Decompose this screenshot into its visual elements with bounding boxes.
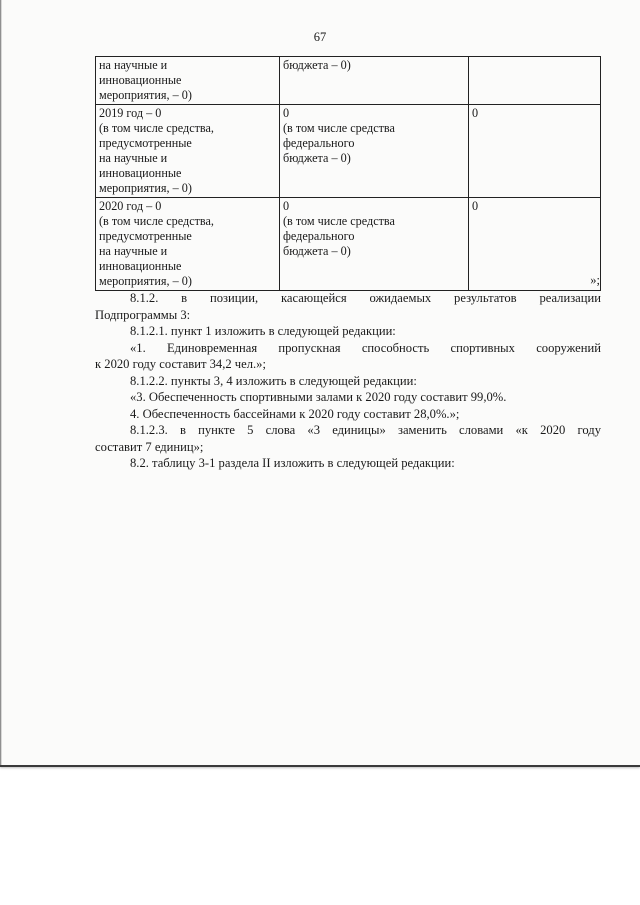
- quote-item-1-line1: «1. Единовременная пропускная способность спортивных сооружений: [130, 340, 601, 355]
- quote-item-3: «3. Обеспеченность спортивными залами к 2020 году составит 99,0%.: [130, 390, 507, 404]
- cell-line: предусмотренные: [99, 136, 192, 150]
- table-row: [96, 105, 601, 198]
- table-closing-quote: »;: [590, 273, 600, 287]
- page-number: 67: [313, 30, 327, 44]
- paragraph-8-1-2-3-line1: 8.1.2.3. в пункте 5 слова «3 единицы» заменить словами «к 2020 году: [130, 423, 601, 437]
- cell-line: бюджета – 0): [283, 151, 351, 165]
- cell-line: (в том числе средства,: [99, 214, 214, 228]
- table-cell: [469, 105, 601, 198]
- table-cell: [280, 57, 469, 105]
- table-cell: [280, 105, 469, 198]
- cell-line: (в том числе средства: [283, 121, 395, 135]
- cell-line: мероприятия, – 0): [99, 274, 192, 288]
- cell-line: федерального: [283, 136, 355, 150]
- table-row: [96, 57, 601, 105]
- table-row: [96, 198, 601, 291]
- paragraph-8-1-2-line2: Подпрограммы 3:: [95, 307, 191, 322]
- paragraph-8-1-2-2: 8.1.2.2. пункты 3, 4 изложить в следующей редакции:: [130, 373, 417, 388]
- cell-line: 0: [283, 106, 290, 120]
- scan-edge-shadow: [0, 0, 2, 765]
- cell-line: 0: [472, 106, 479, 120]
- cell-line: инновационные: [99, 73, 182, 87]
- cell-line: инновационные: [99, 259, 182, 273]
- paragraph-8-1-2-1: 8.1.2.1. пункт 1 изложить в следующей редакции:: [130, 324, 396, 338]
- table-cell: [96, 198, 280, 291]
- cell-line: мероприятия, – 0): [99, 181, 192, 195]
- cell-line: 0: [283, 199, 290, 213]
- cell-line: мероприятия, – 0): [99, 88, 192, 102]
- table-cell: [469, 198, 601, 291]
- table-cell: [469, 57, 601, 105]
- cell-line: 0: [472, 199, 479, 213]
- cell-line: инновационные: [99, 166, 182, 180]
- cell-line: на научные и: [99, 244, 168, 258]
- cell-line: 2019 год – 0: [99, 106, 162, 120]
- paragraph-8-2: 8.2. таблицу 3-1 раздела II изложить в следующей редакции:: [130, 456, 455, 470]
- paragraph-8-1-2-line1: 8.1.2. в позиции, касающейся ожидаемых результатов реализации: [130, 291, 601, 305]
- table-cell: [96, 105, 280, 198]
- cell-line: (в том числе средства,: [99, 121, 214, 135]
- amendment-text: [95, 290, 601, 472]
- cell-line: на научные и: [99, 151, 168, 165]
- quote-item-4: 4. Обеспеченность бассейнами к 2020 году составит 28,0%.»;: [130, 406, 460, 421]
- quote-item-1-line2: к 2020 году составит 34,2 чел.»;: [95, 357, 266, 371]
- funding-table: [95, 56, 601, 291]
- cell-line: 2020 год – 0: [99, 199, 162, 213]
- cell-line: бюджета – 0): [283, 58, 351, 72]
- cell-line: бюджета – 0): [283, 244, 351, 258]
- table-cell: [96, 57, 280, 105]
- paragraph-8-1-2-3-line2: составит 7 единиц»;: [95, 439, 204, 454]
- table-cell: [280, 198, 469, 291]
- cell-line: на научные и: [99, 58, 168, 72]
- cell-line: (в том числе средства: [283, 214, 395, 228]
- cell-line: предусмотренные: [99, 229, 192, 243]
- cell-line: федерального: [283, 229, 355, 243]
